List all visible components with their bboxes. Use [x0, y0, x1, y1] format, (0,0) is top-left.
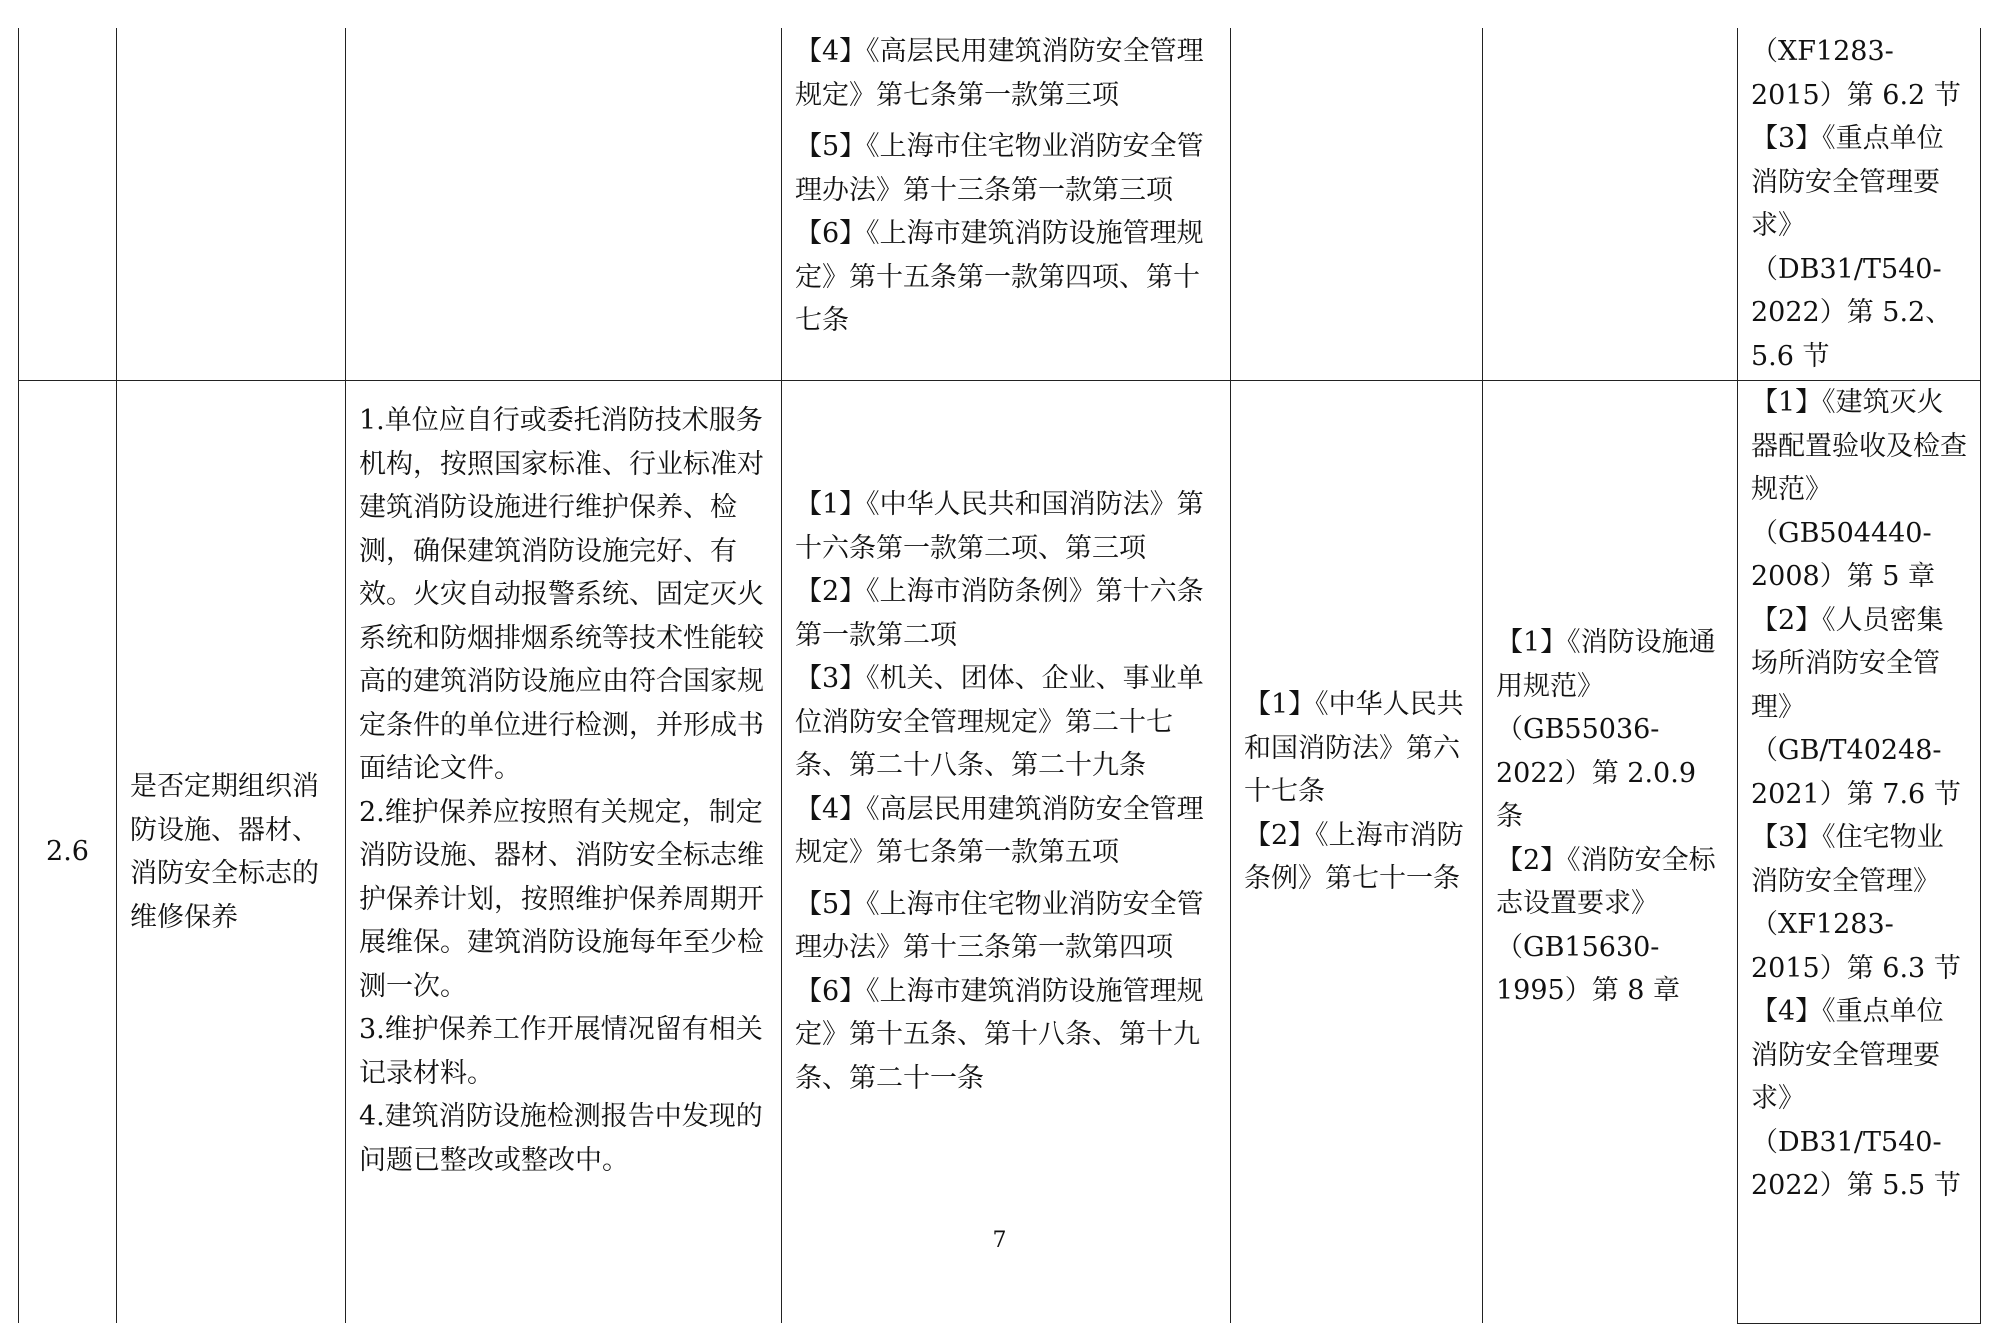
cell-penalty: [1231, 28, 1483, 381]
list-item: 【1】《中华人民共和国消防法》第六十七条: [1244, 689, 1464, 808]
list-item: 【3】《机关、团体、企业、事业单位消防安全管理规定》第二十七条、第二十八条、第二十九条: [795, 663, 1204, 781]
list-item: （GB/T40248-2021）第 7.6 节: [1751, 735, 1961, 810]
page-number: 7: [992, 1228, 1007, 1253]
cell-std-recommended: [1738, 28, 1981, 381]
list-item: 【4】《高层民用建筑消防安全管理规定》第七条第一款第五项: [795, 793, 1204, 868]
list-item: （DB31/T540-2022）第 5.5 节: [1751, 1126, 1961, 1201]
inspection-item: 是否定期组织消防设施、器材、消防安全标志的维修保养: [117, 381, 346, 1324]
list-item: 1.单位应自行或委托消防技术服务机构，按照国家标准、行业标准对建筑消防设施进行维护保养、检测，确保建筑消防设施完好、有效。火灾自动报警系统、固定灭火系统和防烟排烟系统等技术性能较高的建筑消防设施应由符合国家规定条件的单位进行检测，并形成书面结论文件。: [359, 405, 764, 784]
list-item: 2.维护保养应按照有关规定，制定消防设施、器材、消防安全标志维护保养计划，按照维护保养周期开展维保。建筑消防设施每年至少检测一次。: [359, 796, 764, 1002]
list-item: 【2】《人员密集场所消防安全管理》: [1751, 604, 1944, 723]
list-item: 【5】《上海市住宅物业消防安全管理办法》第十三条第一款第三项: [795, 131, 1204, 206]
list-item: （GB504440-2008）第 5 章: [1751, 517, 1936, 592]
list-item: 【2】《上海市消防条例》第七十一条: [1244, 819, 1464, 895]
list-item: 【1】《中华人民共和国消防法》第十六条第一款第二项、第三项: [795, 489, 1204, 564]
list-item: 【1】《建筑灭火器配置验收及检查规范》: [1751, 387, 1967, 505]
list-item: （XF1283-2015）第 6.2 节: [1751, 36, 1961, 111]
cell-std-mandatory: [1483, 28, 1738, 381]
table-row: [19, 381, 1981, 1324]
list-item: 【4】《重点单位消防安全管理要求》: [1751, 996, 1944, 1114]
cell-requirements: [346, 381, 782, 1324]
list-item: 【4】《高层民用建筑消防安全管理规定》第七条第一款第三项: [795, 36, 1204, 111]
list-item: 4.建筑消防设施检测报告中发现的问题已整改或整改中。: [359, 1101, 763, 1176]
cell-penalty: [1231, 381, 1483, 1324]
list-item: 3.维护保养工作开展情况留有相关记录材料。: [359, 1014, 763, 1089]
cell-std-recommended: [1738, 381, 1981, 1324]
list-item: 【5】《上海市住宅物业消防安全管理办法》第十三条第一款第四项: [795, 888, 1204, 963]
cell-std-mandatory: [1483, 381, 1738, 1324]
list-item: （XF1283-2015）第 6.3 节: [1751, 909, 1961, 984]
list-item: （GB15630-1995）第 8 章: [1496, 931, 1681, 1007]
list-item: 【2】《上海市消防条例》第十六条第一款第二项: [795, 576, 1204, 651]
table-row: [19, 28, 1981, 381]
cell-number: [19, 28, 117, 381]
list-item: 【1】《消防设施通用规范》: [1496, 627, 1716, 702]
list-item: 【2】《消防安全标志设置要求》: [1496, 844, 1716, 920]
list-item: （GB55036-2022）第 2.0.9 条: [1496, 714, 1696, 833]
list-item: 【6】《上海市建筑消防设施管理规定》第十五条、第十八条、第十九条、第二十一条: [795, 975, 1204, 1094]
list-item: 【3】《重点单位消防安全管理要求》: [1751, 123, 1944, 241]
list-item: 【6】《上海市建筑消防设施管理规定》第十五条第一款第四项、第十七条: [795, 218, 1204, 336]
item-number: 2.6: [19, 381, 117, 1324]
cell-item: [117, 28, 346, 381]
list-item: （DB31/T540-2022）第 5.2、5.6 节: [1751, 253, 1953, 372]
list-item: 【3】《住宅物业消防安全管理》: [1751, 822, 1944, 897]
regulation-table: [18, 28, 1981, 1324]
cell-requirements: [346, 28, 782, 381]
cell-basis-law: [782, 381, 1231, 1324]
cell-basis-law: [782, 28, 1231, 381]
